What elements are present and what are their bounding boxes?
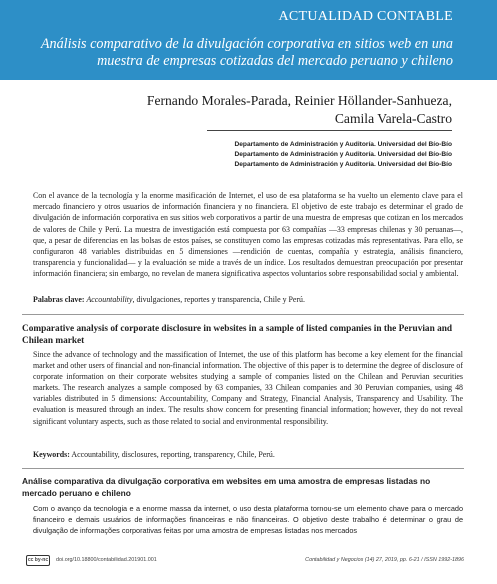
english-title: Comparative analysis of corporate disclosure in websites in a sample of listed companies in the Peruvian and Chilean market	[22, 324, 453, 346]
page-footer	[0, 553, 497, 567]
affiliation-list	[234, 140, 452, 170]
section-divider	[22, 468, 464, 469]
author-line-1: Fernando Morales-Parada, Reinier Höllander-Sanhueza,	[146, 93, 452, 108]
affiliation-3: Departamento de Administración y Auditoría. Universidad del Bío-Bío	[234, 161, 452, 168]
journal-citation: Contabilidad y Negocios (14) 27, 2019, pp. 6-21 / ISSN 1992-1896	[305, 557, 464, 563]
abstract-english: Since the advance of technology and the massification of Internet, the use of this platform has become a key element for the financial market and other users of financial and non-financial information. The objective of this paper is to determine the degree of disclosure of corporate information on their corporate websites studying a sample of companies listed on the Chilean and Peruvian securities markets. The research analyzes a sample composed by 63 companies, 33 Chilean companies and 30 Peruvian companies, using 48 variables distributed in 5 dimensions: Accountability, Company and Strategy, Financial Analysis, Transparency and Usability. The evaluation is measured through an index. The results show concern for presenting financial information; however, they do not reveal significant voluntary aspects, such as those related to social and environmental responsibility.	[33, 350, 463, 426]
keywords-english	[33, 449, 463, 460]
affiliation-2: Departamento de Administración y Auditoría. Universidad del Bío-Bío	[234, 151, 452, 158]
abstract-spanish: Con el avance de la tecnología y la enorme masificación de Internet, el uso de esa plataforma se ha vuelto un elemento clave para el mercado financiero y otros usuarios de información financiera y no financiera. El objetivo de este trabajo es determinar el grado de divulgación de información corporativa en sus sitios web corporativos a partir de una muestra de empresas que cotizan en los mercados de valores de Chile y Perú. La muestra de investigación está compuesta por 63 compañías —33 empresas chilenas y 30 peruanas—, que, a pesar de diferencias en las bolsas de estos países, se constituyen como las empresas cotizadas más representativas. Para ello, se configuraron 48 variables distribuidas en 5 dimensiones —rendición de cuentas, compañía y estrategia, análisis financiero, transparencia y funcionalidad— y la evaluación se mide a través de un índice. Los resultados demuestran preocupación por presentar información financiera; sin embargo, no revelan de manera significativa aspectos voluntarios sobre responsabilidad social y ambiental.	[33, 191, 463, 279]
keywords-label-en: Keywords:	[33, 450, 70, 459]
author-list	[32, 92, 452, 128]
affiliation-1: Departamento de Administración y Auditoría. Universidad del Bío-Bío	[234, 141, 452, 148]
abstract-portuguese: Com o avanço da tecnologia e a enorme massa da internet, o uso desta plataforma tornou-se um elemento chave para o mercado financeiro e demais usuários de informações financeiras e não financeiras. O objetivo deste trabalho é determinar o grau de divulgação de informações corporativas feitas por uma amostra de empresas listadas nos mercados	[33, 504, 463, 535]
keywords-spanish	[33, 294, 463, 305]
portuguese-title: Análise comparativa da divulgação corporativa em websites em uma amostra de empresas listadas no mercado peruano e chileno	[22, 476, 431, 498]
cc-license-icon: cc by-nc	[26, 555, 50, 566]
section-divider	[22, 314, 464, 315]
section-label: ACTUALIDAD CONTABLE	[278, 9, 453, 24]
keywords-en-list: Accountability, disclosures, reporting, transparency, Chile, Perú.	[69, 450, 275, 459]
keywords-rest: , divulgaciones, reportes y transparencia, Chile y Perú.	[132, 295, 305, 304]
header-banner	[0, 0, 497, 80]
author-divider	[207, 130, 452, 131]
keywords-label: Palabras clave:	[33, 295, 85, 304]
author-line-2: Camila Varela-Castro	[334, 111, 452, 126]
doi-link[interactable]: doi.org/10.18800/contabilidad.201901.001	[56, 557, 157, 563]
article-title: Análisis comparativo de la divulgación corporativa en sitios web en una muestra de empresas cotizadas del mercado peruano y chileno	[40, 36, 453, 69]
keyword-first: Accountability	[86, 295, 133, 304]
